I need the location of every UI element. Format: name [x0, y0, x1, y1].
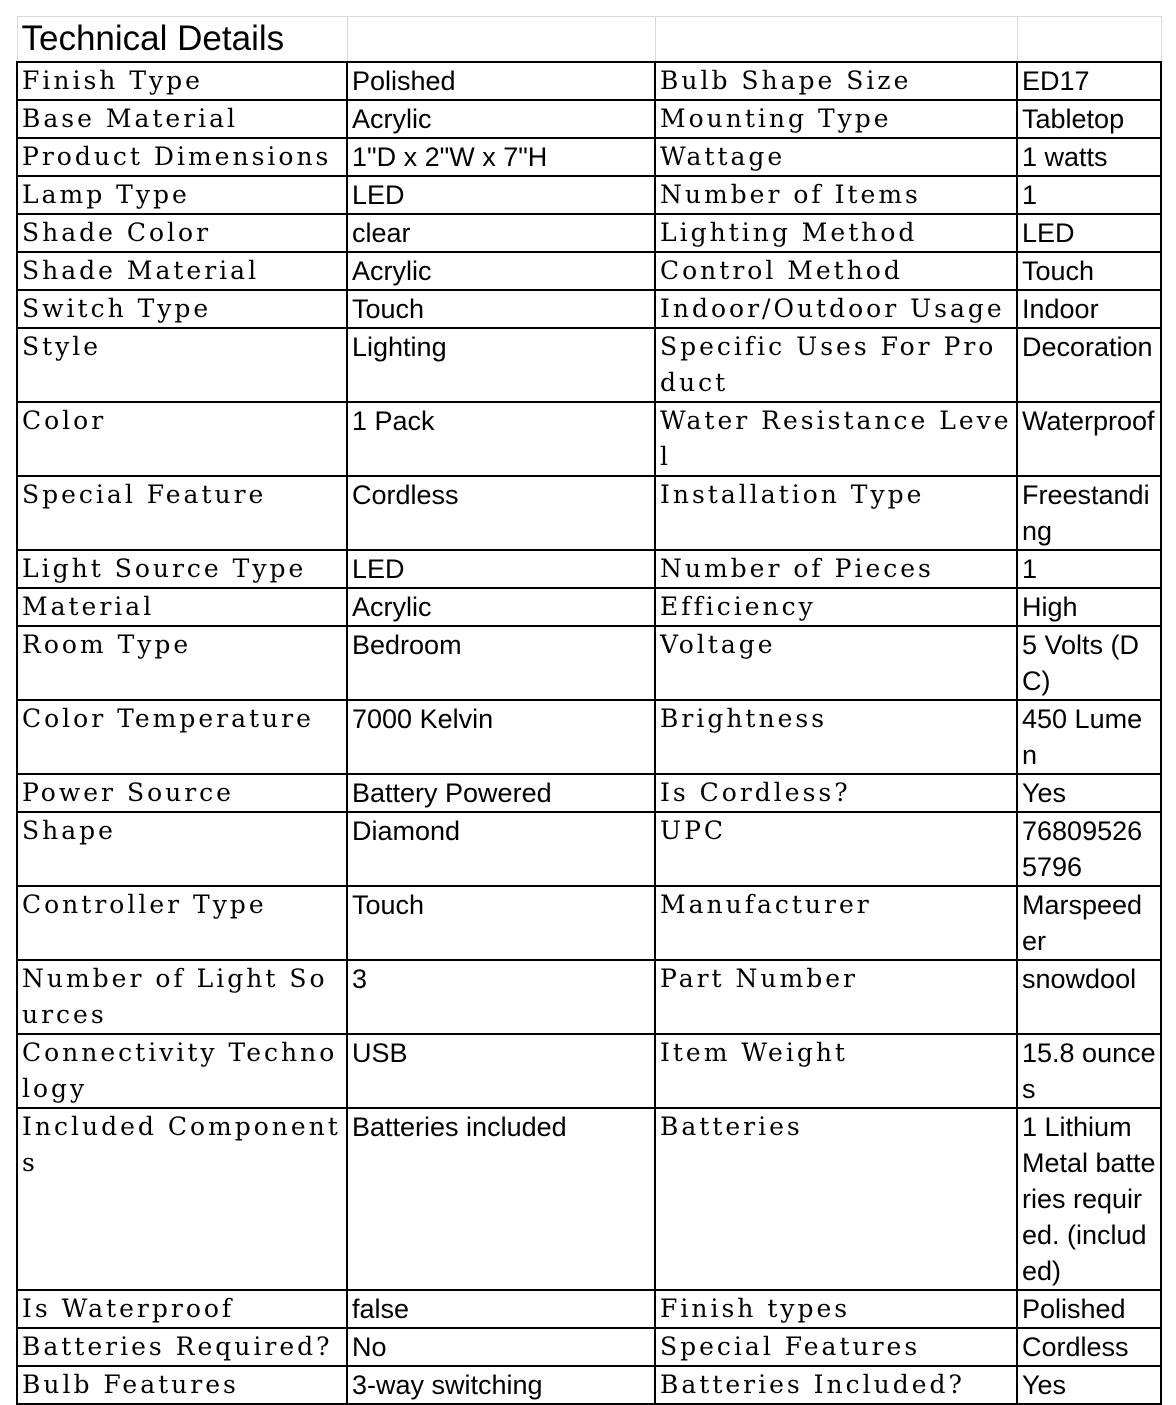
spec-label: Mounting Type [655, 100, 1017, 138]
spec-label: Batteries [655, 1108, 1017, 1290]
spec-value: Indoor [1017, 290, 1161, 328]
spec-value: Bedroom [347, 626, 655, 700]
spec-value: snowdool [1017, 960, 1161, 1034]
table-row [17, 328, 1161, 402]
table-row [17, 138, 1161, 176]
spec-value: Cordless [1017, 1328, 1161, 1366]
spec-value: LED [347, 176, 655, 214]
spec-value: ED17 [1017, 62, 1161, 100]
spec-value: Touch [347, 290, 655, 328]
table-row [17, 588, 1161, 626]
spec-label: Connectivity Technology [17, 1034, 347, 1108]
table-row [17, 214, 1161, 252]
table-row [17, 1034, 1161, 1108]
spec-value: 768095265796 [1017, 812, 1161, 886]
empty-cell [1017, 17, 1161, 63]
spec-value: Polished [347, 62, 655, 100]
technical-details-table [16, 16, 1162, 1405]
spec-label: Is Cordless? [655, 774, 1017, 812]
table-row [17, 700, 1161, 774]
spec-value: Touch [347, 886, 655, 960]
spec-value: Marspeeder [1017, 886, 1161, 960]
spec-label: Light Source Type [17, 550, 347, 588]
spec-label: Power Source [17, 774, 347, 812]
spec-value: 15.8 ounces [1017, 1034, 1161, 1108]
table-row [17, 886, 1161, 960]
spec-label: Batteries Included? [655, 1366, 1017, 1404]
spec-label: Number of Items [655, 176, 1017, 214]
spec-label: Installation Type [655, 476, 1017, 550]
table-row [17, 1328, 1161, 1366]
spec-label: Controller Type [17, 886, 347, 960]
table-row [17, 476, 1161, 550]
spec-value: Cordless [347, 476, 655, 550]
spec-label: Color [17, 402, 347, 476]
spec-value: Yes [1017, 774, 1161, 812]
table-row [17, 1290, 1161, 1328]
spec-label: Bulb Features [17, 1366, 347, 1404]
spec-label: Control Method [655, 252, 1017, 290]
table-row [17, 1366, 1161, 1404]
title-row [17, 17, 1161, 63]
spec-value: LED [1017, 214, 1161, 252]
table-row [17, 550, 1161, 588]
spec-label: Switch Type [17, 290, 347, 328]
spec-label: Voltage [655, 626, 1017, 700]
table-row [17, 626, 1161, 700]
spec-label: Finish Type [17, 62, 347, 100]
spec-label: Special Features [655, 1328, 1017, 1366]
spec-label: Finish types [655, 1290, 1017, 1328]
spec-value: LED [347, 550, 655, 588]
table-row [17, 62, 1161, 100]
table-title: Technical Details [17, 17, 347, 63]
spec-label: Base Material [17, 100, 347, 138]
spec-label: Material [17, 588, 347, 626]
spec-value: 1 Pack [347, 402, 655, 476]
empty-cell [655, 17, 1017, 63]
spec-value: 1 [1017, 550, 1161, 588]
spec-label: Room Type [17, 626, 347, 700]
spec-value: Yes [1017, 1366, 1161, 1404]
spec-value: Decoration [1017, 328, 1161, 402]
spec-label: Style [17, 328, 347, 402]
spec-label: Water Resistance Level [655, 402, 1017, 476]
spec-value: 1"D x 2"W x 7"H [347, 138, 655, 176]
spec-value: Diamond [347, 812, 655, 886]
spec-value: No [347, 1328, 655, 1366]
spec-label: Product Dimensions [17, 138, 347, 176]
spec-value: USB [347, 1034, 655, 1108]
table-row [17, 290, 1161, 328]
spec-value: Tabletop [1017, 100, 1161, 138]
spec-label: Item Weight [655, 1034, 1017, 1108]
spec-label: Shape [17, 812, 347, 886]
spec-value: Battery Powered [347, 774, 655, 812]
spec-label: Special Feature [17, 476, 347, 550]
spec-value: 3 [347, 960, 655, 1034]
spec-label: Specific Uses For Product [655, 328, 1017, 402]
spec-label: Shade Color [17, 214, 347, 252]
spec-label: Number of Pieces [655, 550, 1017, 588]
spec-label: Is Waterproof [17, 1290, 347, 1328]
spec-value: Touch [1017, 252, 1161, 290]
table-row [17, 774, 1161, 812]
spec-value: Batteries included [347, 1108, 655, 1290]
spec-value: Waterproof [1017, 402, 1161, 476]
spec-value: 7000 Kelvin [347, 700, 655, 774]
table-row [17, 402, 1161, 476]
table-row [17, 176, 1161, 214]
spec-value: Acrylic [347, 100, 655, 138]
table-row [17, 1108, 1161, 1290]
spec-label: Wattage [655, 138, 1017, 176]
table-row [17, 100, 1161, 138]
spec-label: Part Number [655, 960, 1017, 1034]
spec-label: Brightness [655, 700, 1017, 774]
spec-label: Indoor/Outdoor Usage [655, 290, 1017, 328]
spec-label: Manufacturer [655, 886, 1017, 960]
spec-label: Color Temperature [17, 700, 347, 774]
spec-value: 450 Lumen [1017, 700, 1161, 774]
spec-value: Polished [1017, 1290, 1161, 1328]
spec-label: Bulb Shape Size [655, 62, 1017, 100]
spec-label: Batteries Required? [17, 1328, 347, 1366]
spec-label: Lamp Type [17, 176, 347, 214]
spec-value: High [1017, 588, 1161, 626]
spec-value: 1 [1017, 176, 1161, 214]
spec-value: Lighting [347, 328, 655, 402]
spec-label: Efficiency [655, 588, 1017, 626]
spec-label: Included Components [17, 1108, 347, 1290]
spec-value: 5 Volts (DC) [1017, 626, 1161, 700]
empty-cell [347, 17, 655, 63]
spec-label: Shade Material [17, 252, 347, 290]
spec-value: Freestanding [1017, 476, 1161, 550]
table-row [17, 812, 1161, 886]
spec-label: UPC [655, 812, 1017, 886]
spec-value: Acrylic [347, 588, 655, 626]
spec-value: 1 Lithium Metal batteries required. (included) [1017, 1108, 1161, 1290]
table-row [17, 252, 1161, 290]
spec-label: Lighting Method [655, 214, 1017, 252]
spec-value: clear [347, 214, 655, 252]
spec-label: Number of Light Sources [17, 960, 347, 1034]
spec-value: 3-way switching [347, 1366, 655, 1404]
spec-value: Acrylic [347, 252, 655, 290]
spec-value: false [347, 1290, 655, 1328]
table-row [17, 960, 1161, 1034]
spec-value: 1 watts [1017, 138, 1161, 176]
